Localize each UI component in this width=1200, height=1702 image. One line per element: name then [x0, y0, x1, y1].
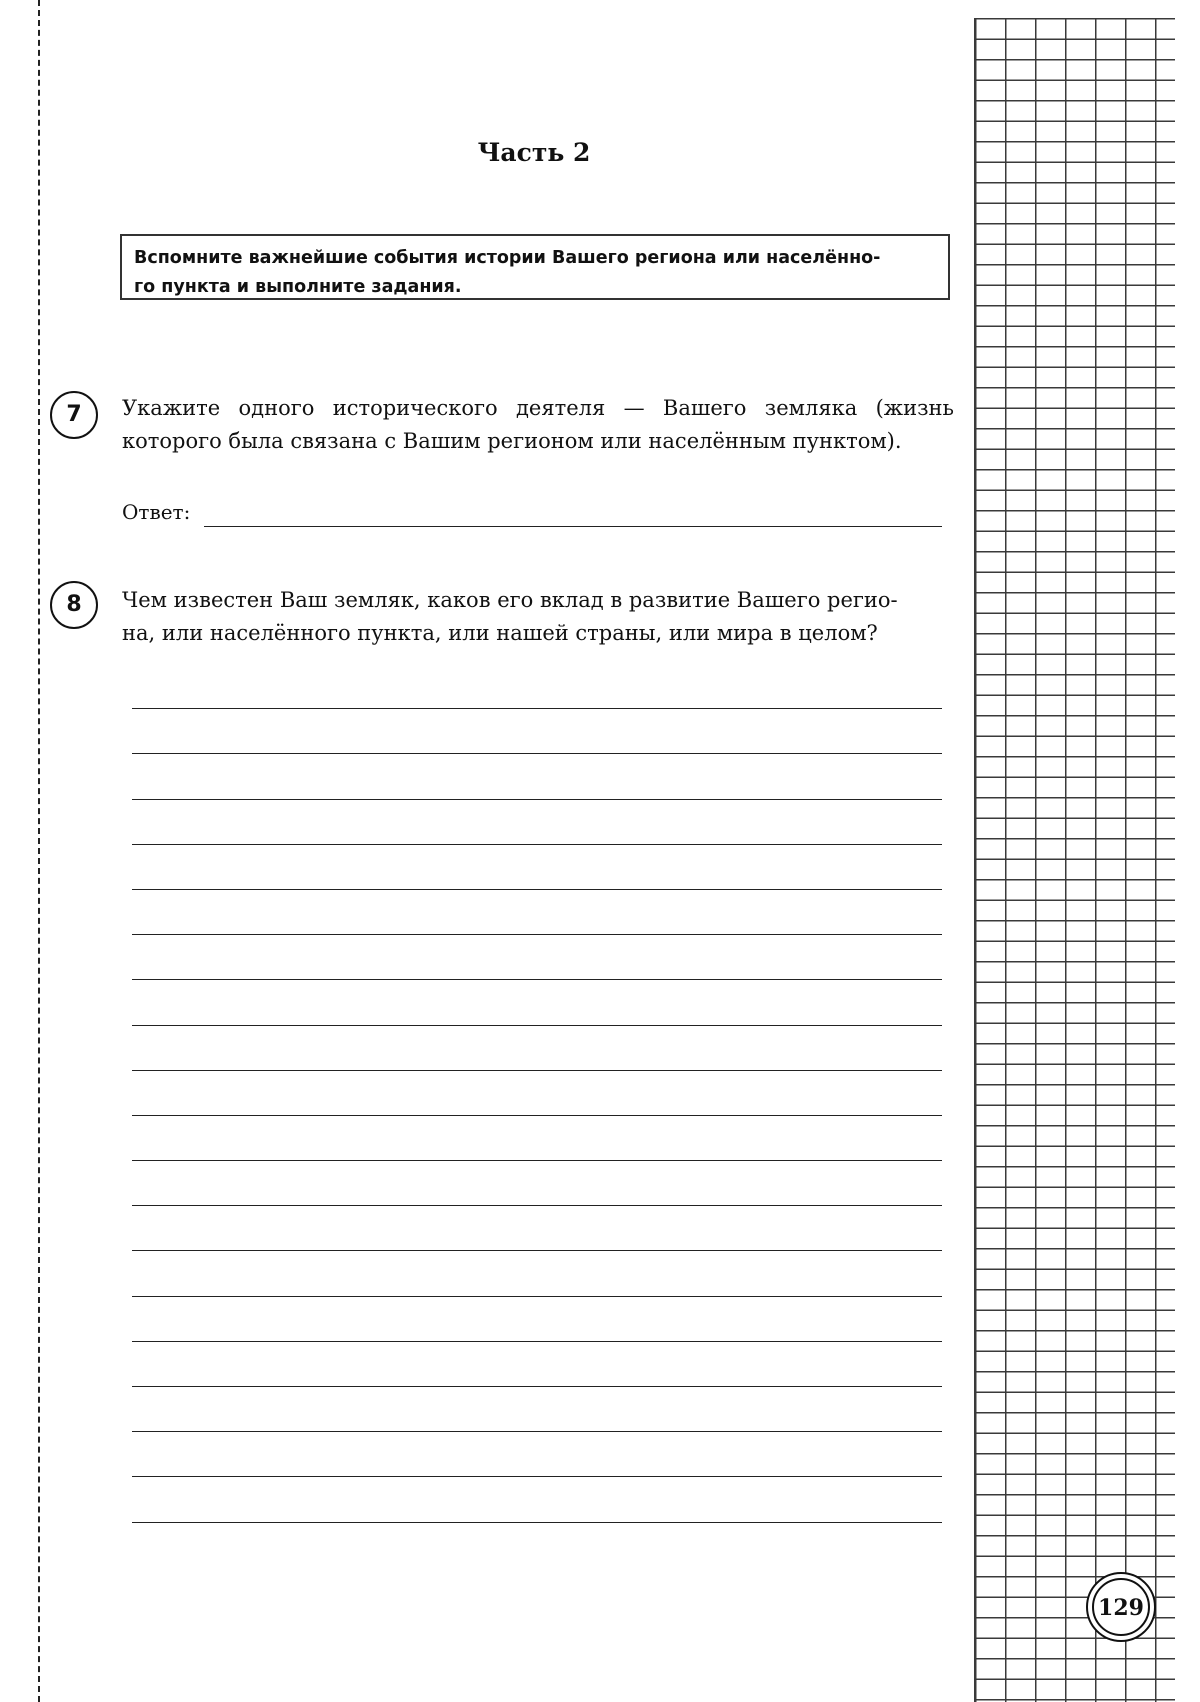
answer-label: Ответ:	[122, 500, 191, 524]
task-7-text	[122, 392, 954, 458]
instruction-line-2: го пункта и выполните задания.	[134, 277, 462, 297]
task-8-text	[122, 584, 954, 650]
answer-line[interactable]	[132, 1116, 942, 1161]
answer-line[interactable]	[132, 890, 942, 935]
answer-line[interactable]	[132, 1342, 942, 1387]
task-7-word: —	[623, 396, 645, 420]
task-7-number: 7	[50, 391, 98, 439]
page-number-badge	[1086, 1572, 1156, 1642]
task-8-line-1: Чем известен Ваш земляк, каков его вклад в развитие Вашего регио-	[122, 588, 898, 612]
task-7-word: (жизнь	[875, 396, 954, 420]
task-7-word: Укажите	[122, 396, 221, 420]
instruction-box	[120, 234, 950, 300]
task-7-line-1	[122, 392, 954, 425]
answer-line[interactable]	[132, 845, 942, 890]
answer-line[interactable]	[132, 1387, 942, 1432]
answer-line[interactable]	[132, 800, 942, 845]
page-number: 129	[1092, 1578, 1150, 1636]
answer-line[interactable]	[132, 980, 942, 1025]
answer-input-line[interactable]	[204, 526, 942, 527]
task-8-answer-lines[interactable]	[132, 664, 942, 1523]
answer-line[interactable]	[132, 1026, 942, 1071]
answer-line[interactable]	[132, 1297, 942, 1342]
answer-line[interactable]	[132, 935, 942, 980]
task-8-number: 8	[50, 581, 98, 629]
answer-line[interactable]	[132, 709, 942, 754]
answer-line[interactable]	[132, 1251, 942, 1296]
answer-line[interactable]	[132, 1071, 942, 1116]
task-7-line-2: которого была связана с Вашим регионом или населённым пунктом).	[122, 429, 902, 453]
task-7-word: одного	[238, 396, 315, 420]
task-7-word: Вашего	[662, 396, 747, 420]
page-title: Часть 2	[477, 138, 591, 167]
answer-line[interactable]	[132, 1161, 942, 1206]
answer-line[interactable]	[132, 1206, 942, 1251]
answer-line[interactable]	[132, 1477, 942, 1522]
grid-margin	[974, 18, 1175, 1702]
task-7-answer	[122, 500, 942, 530]
instruction-line-1: Вспомните важнейшие события истории Вашего региона или населённо-	[134, 248, 881, 268]
answer-line[interactable]	[132, 664, 942, 709]
task-7-word: земляка	[764, 396, 858, 420]
answer-line[interactable]	[132, 1432, 942, 1477]
answer-line[interactable]	[132, 754, 942, 799]
task-7-word: исторического	[332, 396, 498, 420]
cut-line	[38, 0, 40, 1702]
task-8-line-2: на, или населённого пункта, или нашей страны, или мира в целом?	[122, 621, 878, 645]
task-7-word: деятеля	[515, 396, 606, 420]
